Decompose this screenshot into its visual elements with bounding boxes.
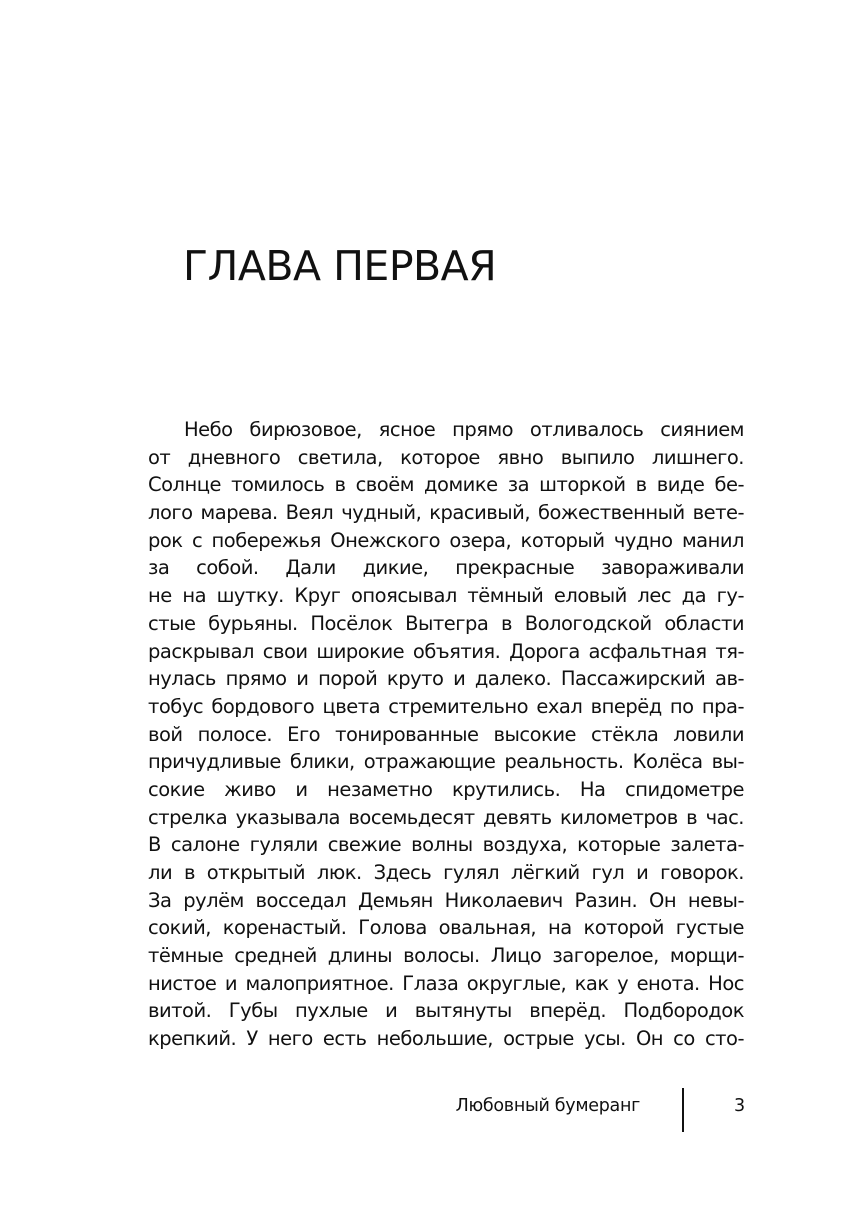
- text-line: Небо бирюзовое, ясное прямо отливалось сиянием: [184, 418, 744, 441]
- text-line: рок с побережья Онежского озера, который чудно манил: [148, 528, 744, 552]
- text-line: нистое и малоприятное. Глаза округлые, как у енота. Нос: [148, 971, 744, 995]
- page-footer: [0, 1088, 856, 1132]
- text-line: за собой. Дали дикие, прекрасные завораживали: [148, 556, 744, 580]
- text-line: ли в открытый люк. Здесь гулял лёгкий гул и говорок.: [148, 861, 744, 884]
- text-line: стые бурьяны. Посёлок Вытегра в Вологодской области: [148, 611, 744, 635]
- text-line: витой. Губы пухлые и вытянуты вперёд. Подбородок: [148, 999, 744, 1023]
- chapter-title: ГЛАВА ПЕРВАЯ: [183, 242, 497, 290]
- text-line: стрелка указывала восемьдесят девять километров в час.: [148, 805, 744, 829]
- footer-divider: [682, 1088, 684, 1132]
- text-line: В салоне гуляли свежие волны воздуха, которые залета-: [148, 833, 744, 857]
- text-line: не на шутку. Круг опоясывал тёмный еловый лес да гу-: [148, 584, 744, 608]
- text-line: раскрывал свои широкие объятия. Дорога асфальтная тя-: [148, 639, 744, 663]
- running-footer-book-title: Любовный бумеранг: [455, 1096, 640, 1116]
- text-line: тобус бордового цвета стремительно ехал вперёд по пра-: [148, 694, 744, 718]
- text-line: лого марева. Веял чудный, красивый, божественный вете-: [148, 501, 744, 525]
- text-line: За рулём восседал Демьян Николаевич Разин. Он невы-: [148, 888, 744, 912]
- text-line: сокий, коренастый. Голова овальная, на которой густые: [148, 916, 744, 940]
- text-line: крепкий. У него есть небольшие, острые усы. Он со сто-: [148, 1027, 744, 1051]
- text-line: вой полосе. Его тонированные высокие стёкла ловили: [148, 722, 744, 746]
- text-line: причудливые блики, отражающие реальность. Колёса вы-: [148, 750, 744, 774]
- text-line: нулась прямо и порой круто и далеко. Пассажирский ав-: [148, 667, 744, 691]
- text-line: тёмные средней длины волосы. Лицо загорелое, морщи-: [148, 944, 744, 968]
- text-line: от дневного светила, которое явно выпило лишнего.: [148, 445, 744, 469]
- text-line: сокие живо и незаметно крутились. На спидометре: [148, 777, 744, 801]
- text-line: Солнце томилось в своём домике за шторкой в виде бе-: [148, 473, 744, 497]
- page-number: 3: [734, 1096, 746, 1116]
- chapter-body-text: [148, 416, 744, 1053]
